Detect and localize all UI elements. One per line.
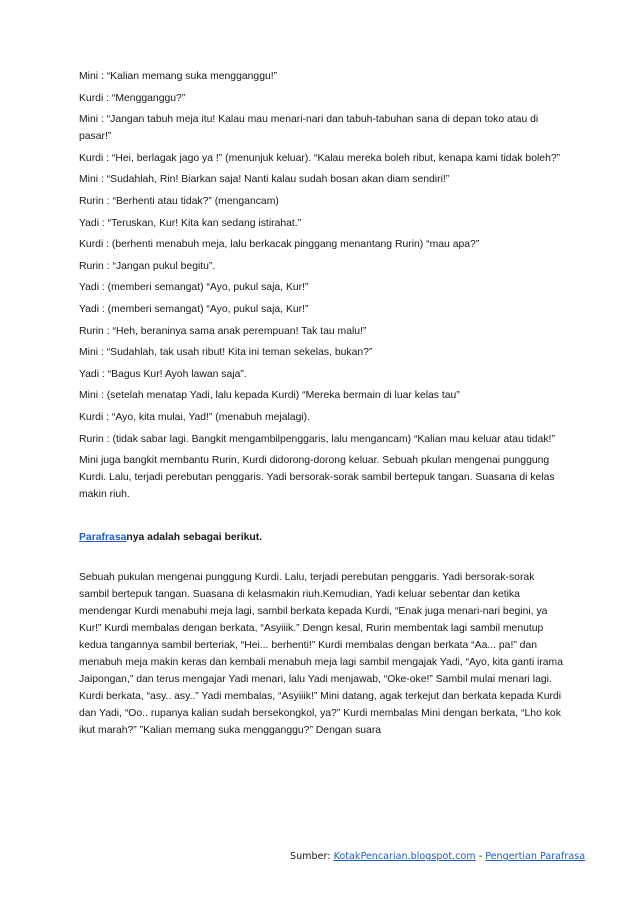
dialogue-line: Mini : “Sudahlah, Rin! Biarkan saja! Nanti kalau sudah bosan akan diam sendiri!” bbox=[79, 174, 450, 186]
dialogue-section bbox=[79, 68, 565, 503]
dialogue-line: Yadi : (memberi semangat) “Ayo, pukul saja, Kur!” bbox=[79, 282, 309, 294]
dialogue-line: Rurin : “Heh, beraninya sama anak perempuan! Tak tau malu!” bbox=[79, 325, 367, 337]
spacer bbox=[79, 546, 565, 569]
dialogue-line: Kurdi : “Mengganggu?” bbox=[79, 92, 186, 104]
parafrasa-link[interactable]: Parafrasa bbox=[79, 531, 127, 543]
footer-separator: - bbox=[475, 851, 486, 862]
footer-link-article[interactable]: Pengertian Parafrasa bbox=[485, 851, 586, 862]
dialogue-line: Yadi : “Teruskan, Kur! Kita kan sedang istirahat.” bbox=[79, 217, 302, 229]
dialogue-line: Kurdi : (berhenti menabuh meja, lalu berkacak pinggang menantang Rurin) “mau apa?” bbox=[79, 239, 480, 251]
dialogue-line: Yadi : (memberi semangat) “Ayo, pukul saja, Kur!” bbox=[79, 303, 309, 315]
dialogue-line: Kurdi : “Ayo, kita mulai, Yad!” (menabuh mejalagi). bbox=[79, 411, 311, 423]
document-body bbox=[79, 68, 565, 739]
dialogue-line: Yadi : “Bagus Kur! Ayoh lawan saja”. bbox=[79, 368, 247, 380]
section-heading bbox=[79, 529, 565, 546]
footer-prefix: Sumber: bbox=[290, 851, 334, 862]
dialogue-line: Mini : “Jangan tabuh meja itu! Kalau mau menari-nari dan tabuh-tabuhan sana di depan toko atau di pasar!” bbox=[79, 114, 539, 143]
narration-paragraph: Mini juga bangkit membantu Rurin, Kurdi didorong-dorong keluar. Sebuah pkulan mengenai punggung Kurdi. Lalu, terjadi perebutan penggaris. Yadi bersorak-sorak sambil bertepuk tangan. Suasana di kelas makin riuh. bbox=[79, 455, 555, 501]
dialogue-line: Mini : “Sudahlah, tak usah ribut! Kita ini teman sekelas, bukan?” bbox=[79, 347, 373, 359]
dialogue-line: Rurin : (tidak sabar lagi. Bangkit mengambilpenggaris, lalu mengancam) “Kalian mau keluar atau tidak!” bbox=[79, 433, 555, 445]
dialogue-line: Rurin : “Jangan pukul begitu”. bbox=[79, 260, 216, 272]
dialogue-line: Mini : (setelah menatap Yadi, lalu kepada Kurdi) “Mereka bermain di luar kelas tau” bbox=[79, 390, 460, 402]
dialogue-line: Rurin : “Berhenti atau tidak?” (mengancam) bbox=[79, 195, 279, 207]
spacer bbox=[79, 508, 565, 529]
heading-text: nya adalah sebagai berikut. bbox=[126, 531, 263, 543]
footer-link-blog[interactable]: KotakPencarian.blogspot.com bbox=[333, 851, 476, 862]
dialogue-line: Kurdi : “Hei, berlagak jago ya !” (menunjuk keluar). “Kalau mereka boleh ribut, kenapa kami tidak boleh?” bbox=[79, 152, 561, 164]
paraphrase-paragraph: Sebuah pukulan mengenai punggung Kurdi. Lalu, terjadi perebutan penggaris. Yadi bersorak-sorak sambil bertepuk tangan. Suasana di kelasmakin riuh.Kemudian, Yadi keluar sebentar dan ketika mendengar Kurdi menabuhi meja lagi, sambil berkata kepada Kurdi, “Enak juga menari-nari begini, ya Kur!” Kurdi membalas dengan berkata, “Asyiiik.” Dengn kesal, Rurin membentak lagi sambil menutup kedua tangannya sambil berteriak, “Hei... berhenti!” Kurdi membalas dengan berkata “Aa... pa!” dan menabuh meja makin keras dan kembali menabuh meja lagi sambil mengajak Yadi, “Ayo, kita ganti irama Jaipongan,” dan terus mengajar Yadi menari, lalu Yadi menjawab, “Oke-oke!” Sambil mulai menari lagi. Kurdi berkata, “asy.. asy..” Yadi membalas, “Asyiiik!” Mini datang, agak terkejut dan berkata kepada Kurdi dan Yadi, “Oo.. rupanya kalian sudah bersekongkol, ya?” Kurdi membalas Mini dengan berkata, “Lho kok ikut marah?” ”Kalian memang suka mengganggu?” Dengan suara bbox=[79, 571, 563, 736]
source-footer bbox=[290, 851, 585, 862]
dialogue-line: Mini : “Kalian memang suka mengganggu!” bbox=[79, 71, 278, 82]
